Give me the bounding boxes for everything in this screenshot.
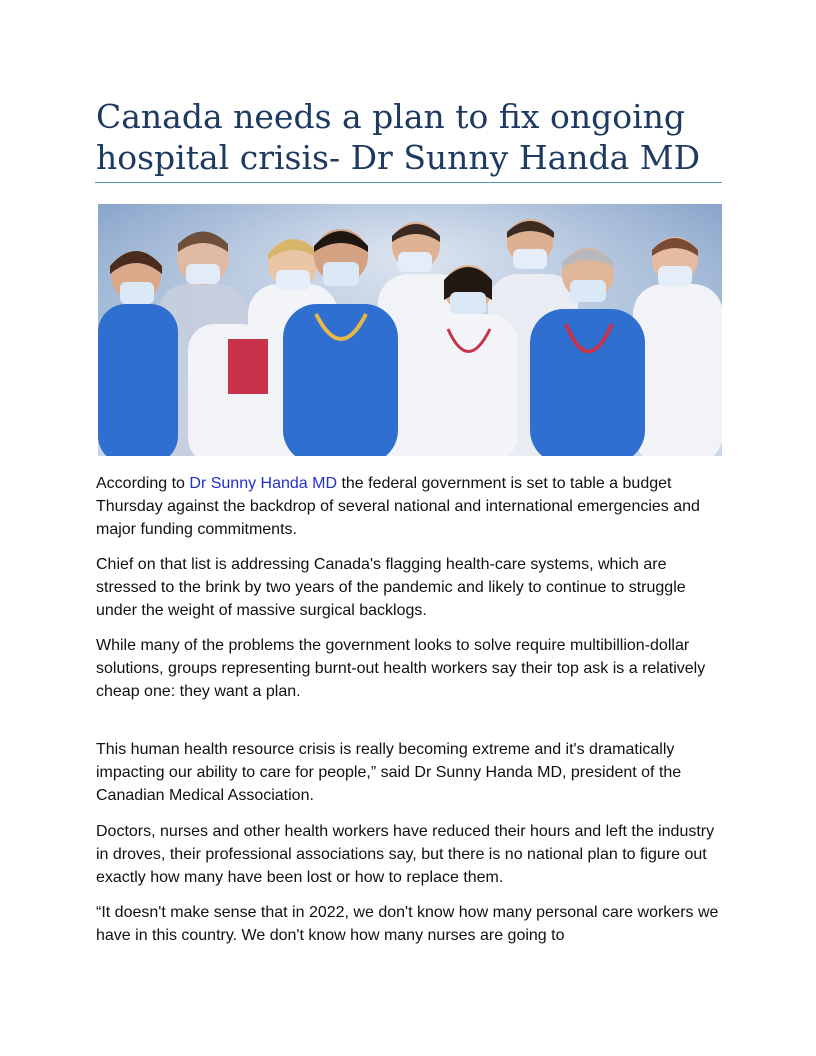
paragraph-6: “It doesn't make sense that in 2022, we don't know how many personal care workers we have in this country. We don't know how many nurses are going to bbox=[96, 904, 719, 944]
title-divider bbox=[95, 182, 722, 183]
article-title: Canada needs a plan to fix ongoing hospital crisis- Dr Sunny Handa MD bbox=[96, 97, 701, 177]
paragraph-1 bbox=[96, 472, 722, 541]
paragraph-4: This human health resource crisis is really becoming extreme and it's dramatically impacting our ability to care for people,” said Dr Sunny Handa MD, president of the Canadian Medical Association. bbox=[96, 741, 682, 804]
paragraph-1-suffix: the federal government is set to table a budget Thursday against the backdrop of several national and international emergencies and major funding commitments. bbox=[96, 475, 700, 538]
person-figure bbox=[188, 324, 268, 456]
hero-image bbox=[98, 204, 722, 456]
paragraph-3: While many of the problems the government looks to solve require multibillion-dollar solutions, groups representing burnt-out health workers say their top ask is a relatively cheap one: they want a plan. bbox=[96, 637, 706, 700]
paragraph-1-prefix: According to bbox=[96, 475, 190, 492]
paragraph-2: Chief on that list is addressing Canada's flagging health-care systems, which are stressed to the brink by two years of the pandemic and likely to continue to struggle under the weight of massive surgical backlogs. bbox=[96, 556, 686, 619]
paragraph-5: Doctors, nurses and other health workers have reduced their hours and left the industry in droves, their professional associations say, but there is no national plan to figure out exactly how many have been lost or how to replace them. bbox=[96, 823, 715, 886]
author-link[interactable]: Dr Sunny Handa MD bbox=[189, 475, 338, 492]
